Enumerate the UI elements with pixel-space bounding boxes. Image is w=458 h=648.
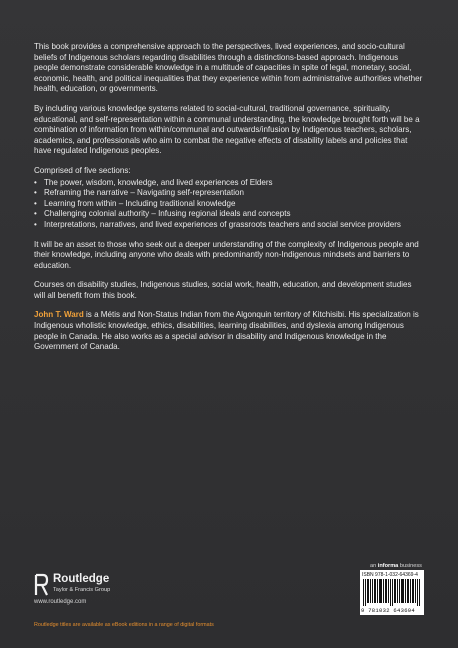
bullet-icon: • [34,188,37,198]
section-item-text: Challenging colonial authority – Infusing regional ideals and concepts [44,209,291,219]
author-bio-text: is a Métis and Non-Status Indian from the Algonquin territory of Kitchisibi. His specialization is Indigenous wholistic knowledge, ethics, disabilities, learning disabilities, and dyslexia among Indigenous people in Canada. He also works as a special advisor in disability and Indigenous knowledge in the Government of Canada. [34,310,419,352]
section-item-text: Reframing the narrative – Navigating self-representation [44,188,244,198]
informa-suffix: business [398,563,422,569]
sections-intro: Comprised of five sections: [34,165,131,175]
list-item [34,220,424,231]
list-item [34,209,424,220]
section-item-text: Learning from within – Including traditional knowledge [44,198,236,208]
publisher-name: Routledge [53,573,110,585]
isbn-label: ISBN 978-1-032-64369-4 [362,572,418,578]
blurb-paragraph-2: By including various knowledge systems related to social-cultural, traditional governance, spirituality, educational, and self-representation within a communal understanding, the knowledge brought forth will be a combination of information from within/communal and outwards/infusion by Indigenous teachers, scholars, academics, and professionals who aim to combat the negative effects of disability labels and policies that have regulated Indigenous peoples. [34,103,420,156]
blurb-paragraph-1: This book provides a comprehensive approach to the perspectives, lived experiences, and socio-cultural beliefs of Indigenous scholars regarding disabilities through a distinctions-based approach. Indigenous people demonstrate considerable knowledge in a multitude of capacities in spite of legal, monetary, social, economic, health, and political inequalities that they experience within from administrative authorities whether health, education, or governments. [34,42,423,94]
blurb-paragraph-4: Courses on disability studies, Indigenous studies, social work, health, education, and development studies will all benefit from this book. [34,280,412,300]
sections-list [34,178,424,231]
bullet-icon: • [34,209,37,219]
informa-brand: informa [377,563,399,569]
author-name: John T. Ward [34,310,84,320]
publisher-group: Taylor & Francis Group [53,587,111,593]
section-item-text: The power, wisdom, knowledge, and lived experiences of Elders [44,177,273,187]
informa-prefix: an [370,563,378,569]
bullet-icon: • [34,219,37,229]
section-item-text: Interpretations, narratives, and lived experiences of grassroots teachers and social service providers [44,219,401,229]
barcode-digits: 9 781032 643694 [361,607,416,614]
list-item [34,199,424,210]
bullet-icon: • [34,198,37,208]
publisher-url[interactable]: www.routledge.com [34,599,87,605]
bullet-icon: • [34,177,37,187]
author-bio [34,310,424,352]
blurb-text [34,42,424,362]
routledge-logo-icon [34,573,49,597]
publisher-logo[interactable] [34,573,164,607]
informa-business-label [370,563,422,569]
blurb-paragraph-3: It will be an asset to those who seek out a deeper understanding of the complexity of Indigenous people and their knowledge, including anyone who deals with predominantly non-Indigenous mindsets and barriers to education. [34,239,419,270]
isbn-barcode [360,570,424,615]
list-item [34,188,424,199]
barcode-icon [363,579,421,606]
list-item [34,178,424,189]
ebook-availability-note: Routledge titles are available as eBook editions in a range of digital formats [34,622,214,628]
